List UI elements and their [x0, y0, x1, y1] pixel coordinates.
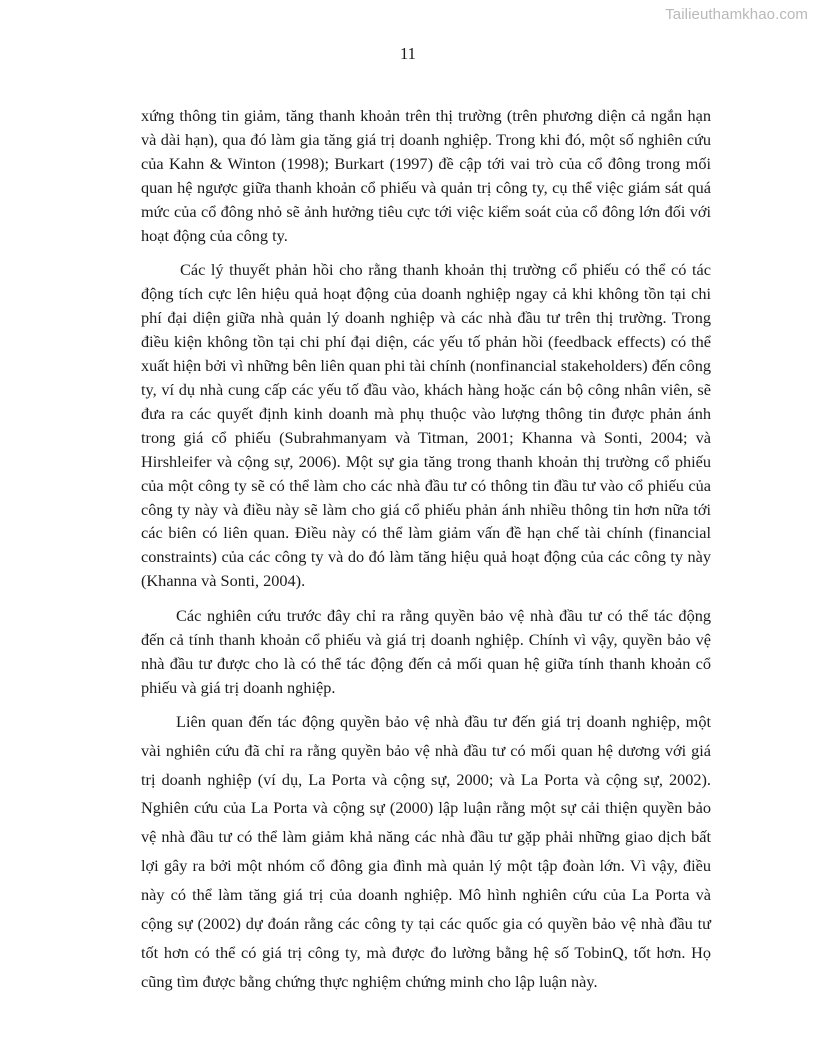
- page-number: 11: [400, 44, 416, 63]
- paragraph-3: Các nghiên cứu trước đây chỉ ra rằng quyền bảo vệ nhà đầu tư có thể tác động đến cả tính thanh khoản cổ phiếu và giá trị doanh nghiệp. Chính vì vậy, quyền bảo vệ nhà đầu tư được cho là có thể tác động đến cả mối quan hệ giữa tính thanh khoản cổ phiếu và giá trị doanh nghiệp.: [141, 606, 711, 697]
- paragraph-2: Các lý thuyết phản hồi cho rằng thanh khoản thị trường cổ phiếu có thể có tác động tích cực lên hiệu quả hoạt động của doanh nghiệp ngay cả khi không tồn tại chi phí đại diện giữa nhà quản lý doanh nghiệp và các nhà đầu tư trên thị trường. Trong điều kiện không tồn tại chi phí đại diện, các yếu tố phản hồi (feedback effects) có thể xuất hiện bởi vì những bên liên quan phi tài chính (nonfinancial stakeholders) đến công ty, ví dụ nhà cung cấp các yếu tố đầu vào, khách hàng hoặc cán bộ công nhân viên, sẽ đưa ra các quyết định kinh doanh mà phụ thuộc vào lượng thông tin được phản ánh trong giá cổ phiếu (Subrahmanyam và Titman, 2001; Khanna và Sonti, 2004; và Hirshleifer và cộng sự, 2006). Một sự gia tăng trong thanh khoản thị trường cổ phiếu của một công ty sẽ có thể làm cho các nhà đầu tư có thông tin đầu tư vào cổ phiếu của công ty này và điều này sẽ làm cho giá cổ phiếu phản ánh nhiều thông tin hơn nữa tới các biên có liên quan. Điều này có thể làm giảm vấn đề hạn chế tài chính (financial constraints) của các công ty và do đó làm tăng hiệu quả hoạt động của các công ty này (Khanna và Sonti, 2004).: [141, 260, 711, 591]
- paragraph-1: xứng thông tin giảm, tăng thanh khoản trên thị trường (trên phương diện cả ngắn hạn và dài hạn), qua đó làm gia tăng giá trị doanh nghiệp. Trong khi đó, một số nghiên cứu của Kahn & Winton (1998); Burkart (1997) đề cập tới vai trò của cổ đông trong mối quan hệ ngược giữa thanh khoản cổ phiếu và quản trị công ty, cụ thể việc giám sát quá mức của cổ đông nhỏ sẽ ảnh hưởng tiêu cực tới việc kiểm soát của cổ đông lớn đối với hoạt động của công ty.: [141, 106, 711, 245]
- watermark-text: Tailieuthamkhao.com: [665, 6, 808, 23]
- document-body: [141, 104, 711, 997]
- paragraph-4: Liên quan đến tác động quyền bảo vệ nhà đầu tư đến giá trị doanh nghiệp, một vài nghiên cứu đã chỉ ra rằng quyền bảo vệ nhà đầu tư có mối quan hệ dương với giá trị doanh nghiệp (ví dụ, La Porta và cộng sự, 2000; và La Porta và cộng sự, 2002). Nghiên cứu của La Porta và cộng sự (2000) lập luận rằng một sự cải thiện quyền bảo vệ nhà đầu tư có thể làm giảm khả năng các nhà đầu tư gặp phải những giao dịch bất lợi gây ra bởi một nhóm cổ đông gia đình mà quản lý một tập đoàn lớn. Vì vậy, điều này có thể làm tăng giá trị của doanh nghiệp. Mô hình nghiên cứu của La Porta và cộng sự (2002) dự đoán rằng các công ty tại các quốc gia có quyền bảo vệ nhà đầu tư tốt hơn có thể có giá trị công ty, mà được đo lường bằng hệ số TobinQ, tốt hơn. Họ cũng tìm được bằng chứng thực nghiệm chứng minh cho lập luận này.: [141, 711, 711, 991]
